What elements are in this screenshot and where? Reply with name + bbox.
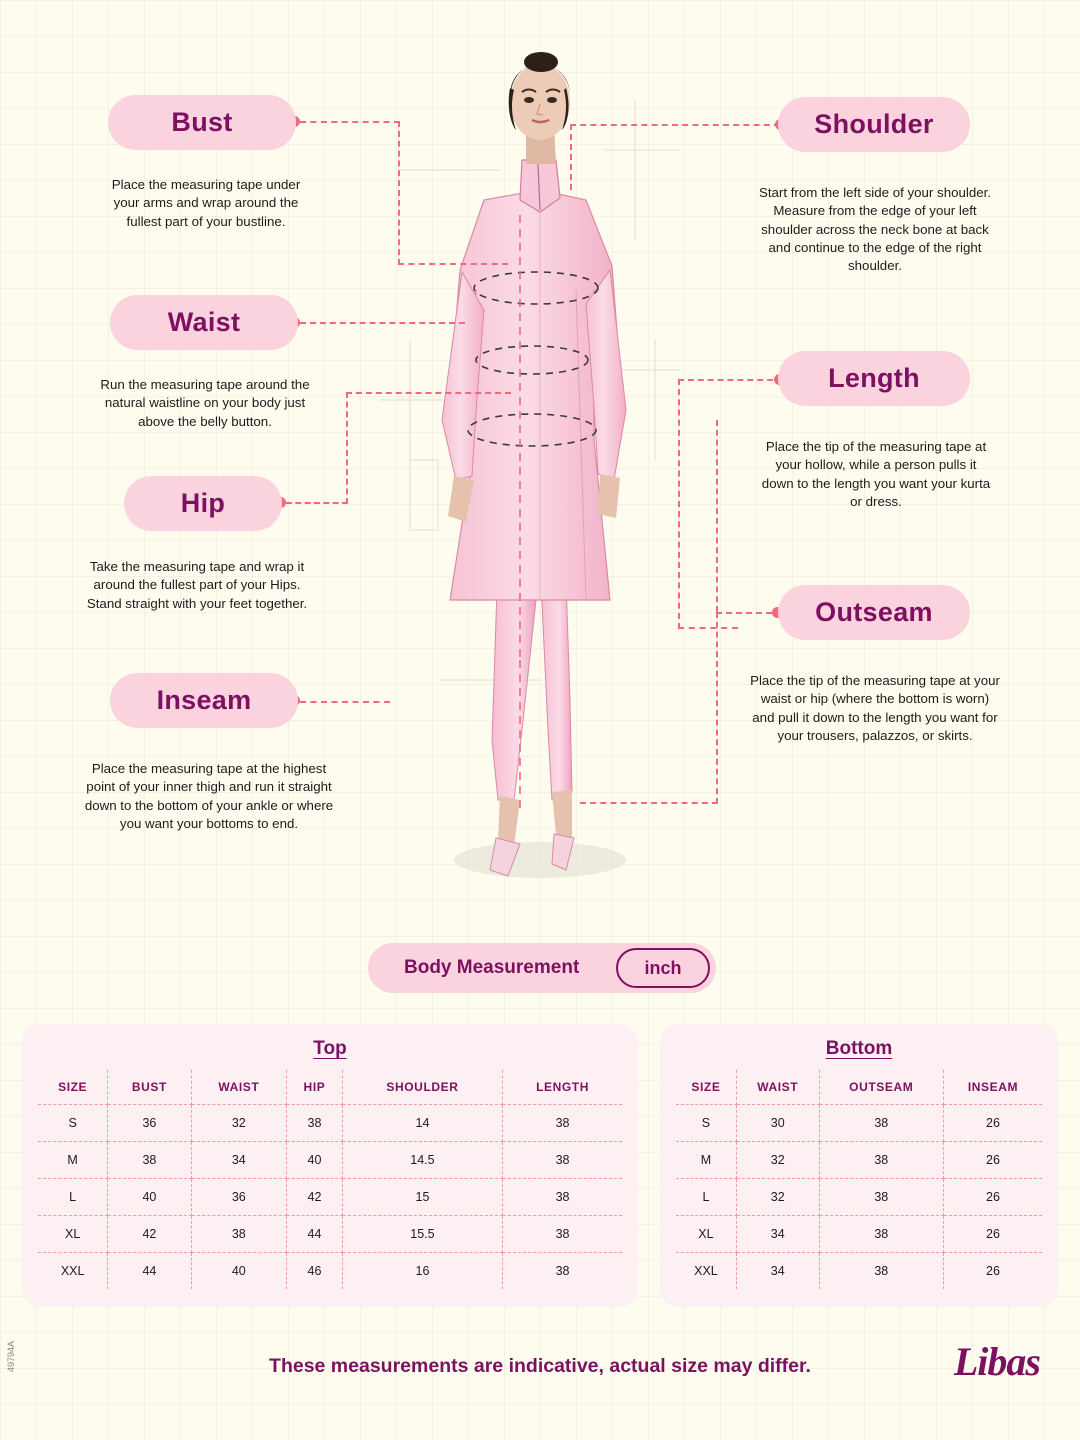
table-header-row	[676, 1070, 1042, 1105]
table-row	[676, 1216, 1042, 1253]
column-header-size: SIZE	[676, 1070, 736, 1105]
description-inseam: Place the measuring tape at the highest point of your inner thigh and run it straight down to the bottom of your ankle or where you want your bottoms to end.	[84, 761, 334, 832]
size-table-bottom	[660, 1024, 1058, 1307]
connector-shoulder-h	[570, 124, 780, 126]
connector-bust-v	[398, 121, 400, 265]
cell-outseam: 38	[819, 1253, 943, 1290]
cell-waist: 38	[191, 1216, 287, 1253]
table-row	[38, 1179, 622, 1216]
body-measurement-bar	[368, 943, 716, 993]
cell-waist: 36	[191, 1179, 287, 1216]
table-row	[676, 1142, 1042, 1179]
size-table-top-title: Top	[313, 1038, 347, 1059]
column-header-size: SIZE	[38, 1070, 108, 1105]
label-length	[778, 351, 970, 406]
table-row	[38, 1105, 622, 1142]
label-inseam	[110, 673, 298, 728]
table-header-row	[38, 1070, 622, 1105]
cell-waist: 40	[191, 1253, 287, 1290]
table-row	[676, 1253, 1042, 1290]
cell-waist: 34	[191, 1142, 287, 1179]
cell-waist: 34	[736, 1253, 819, 1290]
cell-size: M	[676, 1142, 736, 1179]
cell-size: XL	[676, 1216, 736, 1253]
table-row	[38, 1216, 622, 1253]
column-header-inseam: INSEAM	[943, 1070, 1042, 1105]
cell-inseam: 26	[943, 1179, 1042, 1216]
cell-size: S	[676, 1105, 736, 1142]
connector-hip-v	[346, 392, 348, 504]
cell-size: XL	[38, 1216, 108, 1253]
column-header-hip: HIP	[287, 1070, 343, 1105]
cell-bust: 42	[108, 1216, 191, 1253]
size-table-top-grid	[38, 1070, 622, 1289]
unit-toggle-label: inch	[644, 957, 682, 978]
table-row	[676, 1105, 1042, 1142]
connector-outseam-v2	[716, 612, 718, 804]
description-waist: Run the measuring tape around the natural waistline on your body just above the belly button.	[100, 377, 310, 429]
description-shoulder: Start from the left side of your shoulder. Measure from the edge of your left shoulder across the neck bone at back and continue to the edge of the right shoulder.	[758, 185, 992, 274]
cell-bust: 44	[108, 1253, 191, 1290]
label-waist	[110, 295, 298, 350]
cell-shoulder: 15.5	[342, 1216, 502, 1253]
connector-length-v	[678, 379, 680, 629]
cell-outseam: 38	[819, 1216, 943, 1253]
connector-length-h1	[678, 379, 783, 381]
cell-hip: 42	[287, 1179, 343, 1216]
cell-hip: 44	[287, 1216, 343, 1253]
connector-outseam-v	[716, 420, 718, 612]
cell-waist: 32	[736, 1179, 819, 1216]
cell-outseam: 38	[819, 1142, 943, 1179]
table-row	[676, 1179, 1042, 1216]
product-code: 49794A	[6, 1340, 16, 1372]
table-row	[38, 1253, 622, 1290]
label-waist-text: Waist	[167, 307, 241, 337]
cell-bust: 36	[108, 1105, 191, 1142]
table-row	[38, 1142, 622, 1179]
cell-outseam: 38	[819, 1105, 943, 1142]
label-bust	[108, 95, 296, 150]
fashion-figure-illustration	[380, 40, 700, 920]
description-length: Place the tip of the measuring tape at your hollow, while a person pulls it down to the length you want your kurta or dress.	[761, 439, 991, 510]
cell-waist: 34	[736, 1216, 819, 1253]
size-table-bottom-title: Bottom	[825, 1038, 893, 1059]
connector-bust-h2	[398, 263, 508, 265]
cell-size: M	[38, 1142, 108, 1179]
column-header-length: LENGTH	[503, 1070, 622, 1105]
size-table-bottom-grid	[676, 1070, 1042, 1289]
column-header-waist: WAIST	[736, 1070, 819, 1105]
cell-shoulder: 14.5	[342, 1142, 502, 1179]
label-outseam-text: Outseam	[815, 597, 933, 627]
cell-waist: 30	[736, 1105, 819, 1142]
label-hip-text: Hip	[180, 488, 226, 518]
cell-size: XXL	[38, 1253, 108, 1290]
cell-bust: 40	[108, 1179, 191, 1216]
cell-inseam: 26	[943, 1216, 1042, 1253]
label-shoulder	[778, 97, 970, 152]
column-header-waist: WAIST	[191, 1070, 287, 1105]
size-table-top	[22, 1024, 638, 1307]
body-measurement-label: Body Measurement	[404, 957, 580, 978]
label-shoulder-text: Shoulder	[814, 109, 934, 139]
cell-shoulder: 14	[342, 1105, 502, 1142]
cell-bust: 38	[108, 1142, 191, 1179]
cell-hip: 40	[287, 1142, 343, 1179]
label-length-text: Length	[828, 363, 920, 393]
cell-inseam: 26	[943, 1253, 1042, 1290]
cell-hip: 38	[287, 1105, 343, 1142]
cell-length: 38	[503, 1179, 622, 1216]
cell-waist: 32	[191, 1105, 287, 1142]
cell-length: 38	[503, 1105, 622, 1142]
cell-size: L	[38, 1179, 108, 1216]
cell-inseam: 26	[943, 1105, 1042, 1142]
cell-size: S	[38, 1105, 108, 1142]
cell-shoulder: 15	[342, 1179, 502, 1216]
connector-hip-h2	[346, 392, 511, 394]
label-outseam	[778, 585, 970, 640]
connector-shoulder-v	[570, 124, 572, 190]
column-header-outseam: OUTSEAM	[819, 1070, 943, 1105]
cell-size: XXL	[676, 1253, 736, 1290]
connector-outseam-h2	[580, 802, 718, 804]
label-inseam-text: Inseam	[156, 685, 252, 715]
column-header-shoulder: SHOULDER	[342, 1070, 502, 1105]
cell-waist: 32	[736, 1142, 819, 1179]
brand-logo: Libas	[953, 1339, 1040, 1384]
unit-toggle-inch[interactable]	[616, 948, 710, 988]
cell-outseam: 38	[819, 1179, 943, 1216]
description-hip: Take the measuring tape and wrap it around the fullest part of your Hips. Stand straight with your feet together.	[86, 559, 308, 611]
connector-inseam	[300, 701, 390, 703]
cell-length: 38	[503, 1142, 622, 1179]
connector-bust-h1	[300, 121, 400, 123]
connector-waist	[300, 322, 465, 324]
label-hip	[124, 476, 282, 531]
connector-hip-h1	[286, 502, 348, 504]
column-header-bust: BUST	[108, 1070, 191, 1105]
disclaimer-text: These measurements are indicative, actual size may differ.	[269, 1355, 811, 1377]
cell-length: 38	[503, 1253, 622, 1290]
cell-size: L	[676, 1179, 736, 1216]
description-bust: Place the measuring tape under your arms and wrap around the fullest part of your bustline.	[111, 177, 301, 229]
cell-length: 38	[503, 1216, 622, 1253]
connector-length-h2	[678, 627, 738, 629]
cell-shoulder: 16	[342, 1253, 502, 1290]
cell-inseam: 26	[943, 1142, 1042, 1179]
cell-hip: 46	[287, 1253, 343, 1290]
description-outseam: Place the tip of the measuring tape at your waist or hip (where the bottom is worn) and pull it down to the length you want for your trousers, palazzos, or skirts.	[750, 673, 1000, 744]
label-bust-text: Bust	[171, 107, 233, 137]
